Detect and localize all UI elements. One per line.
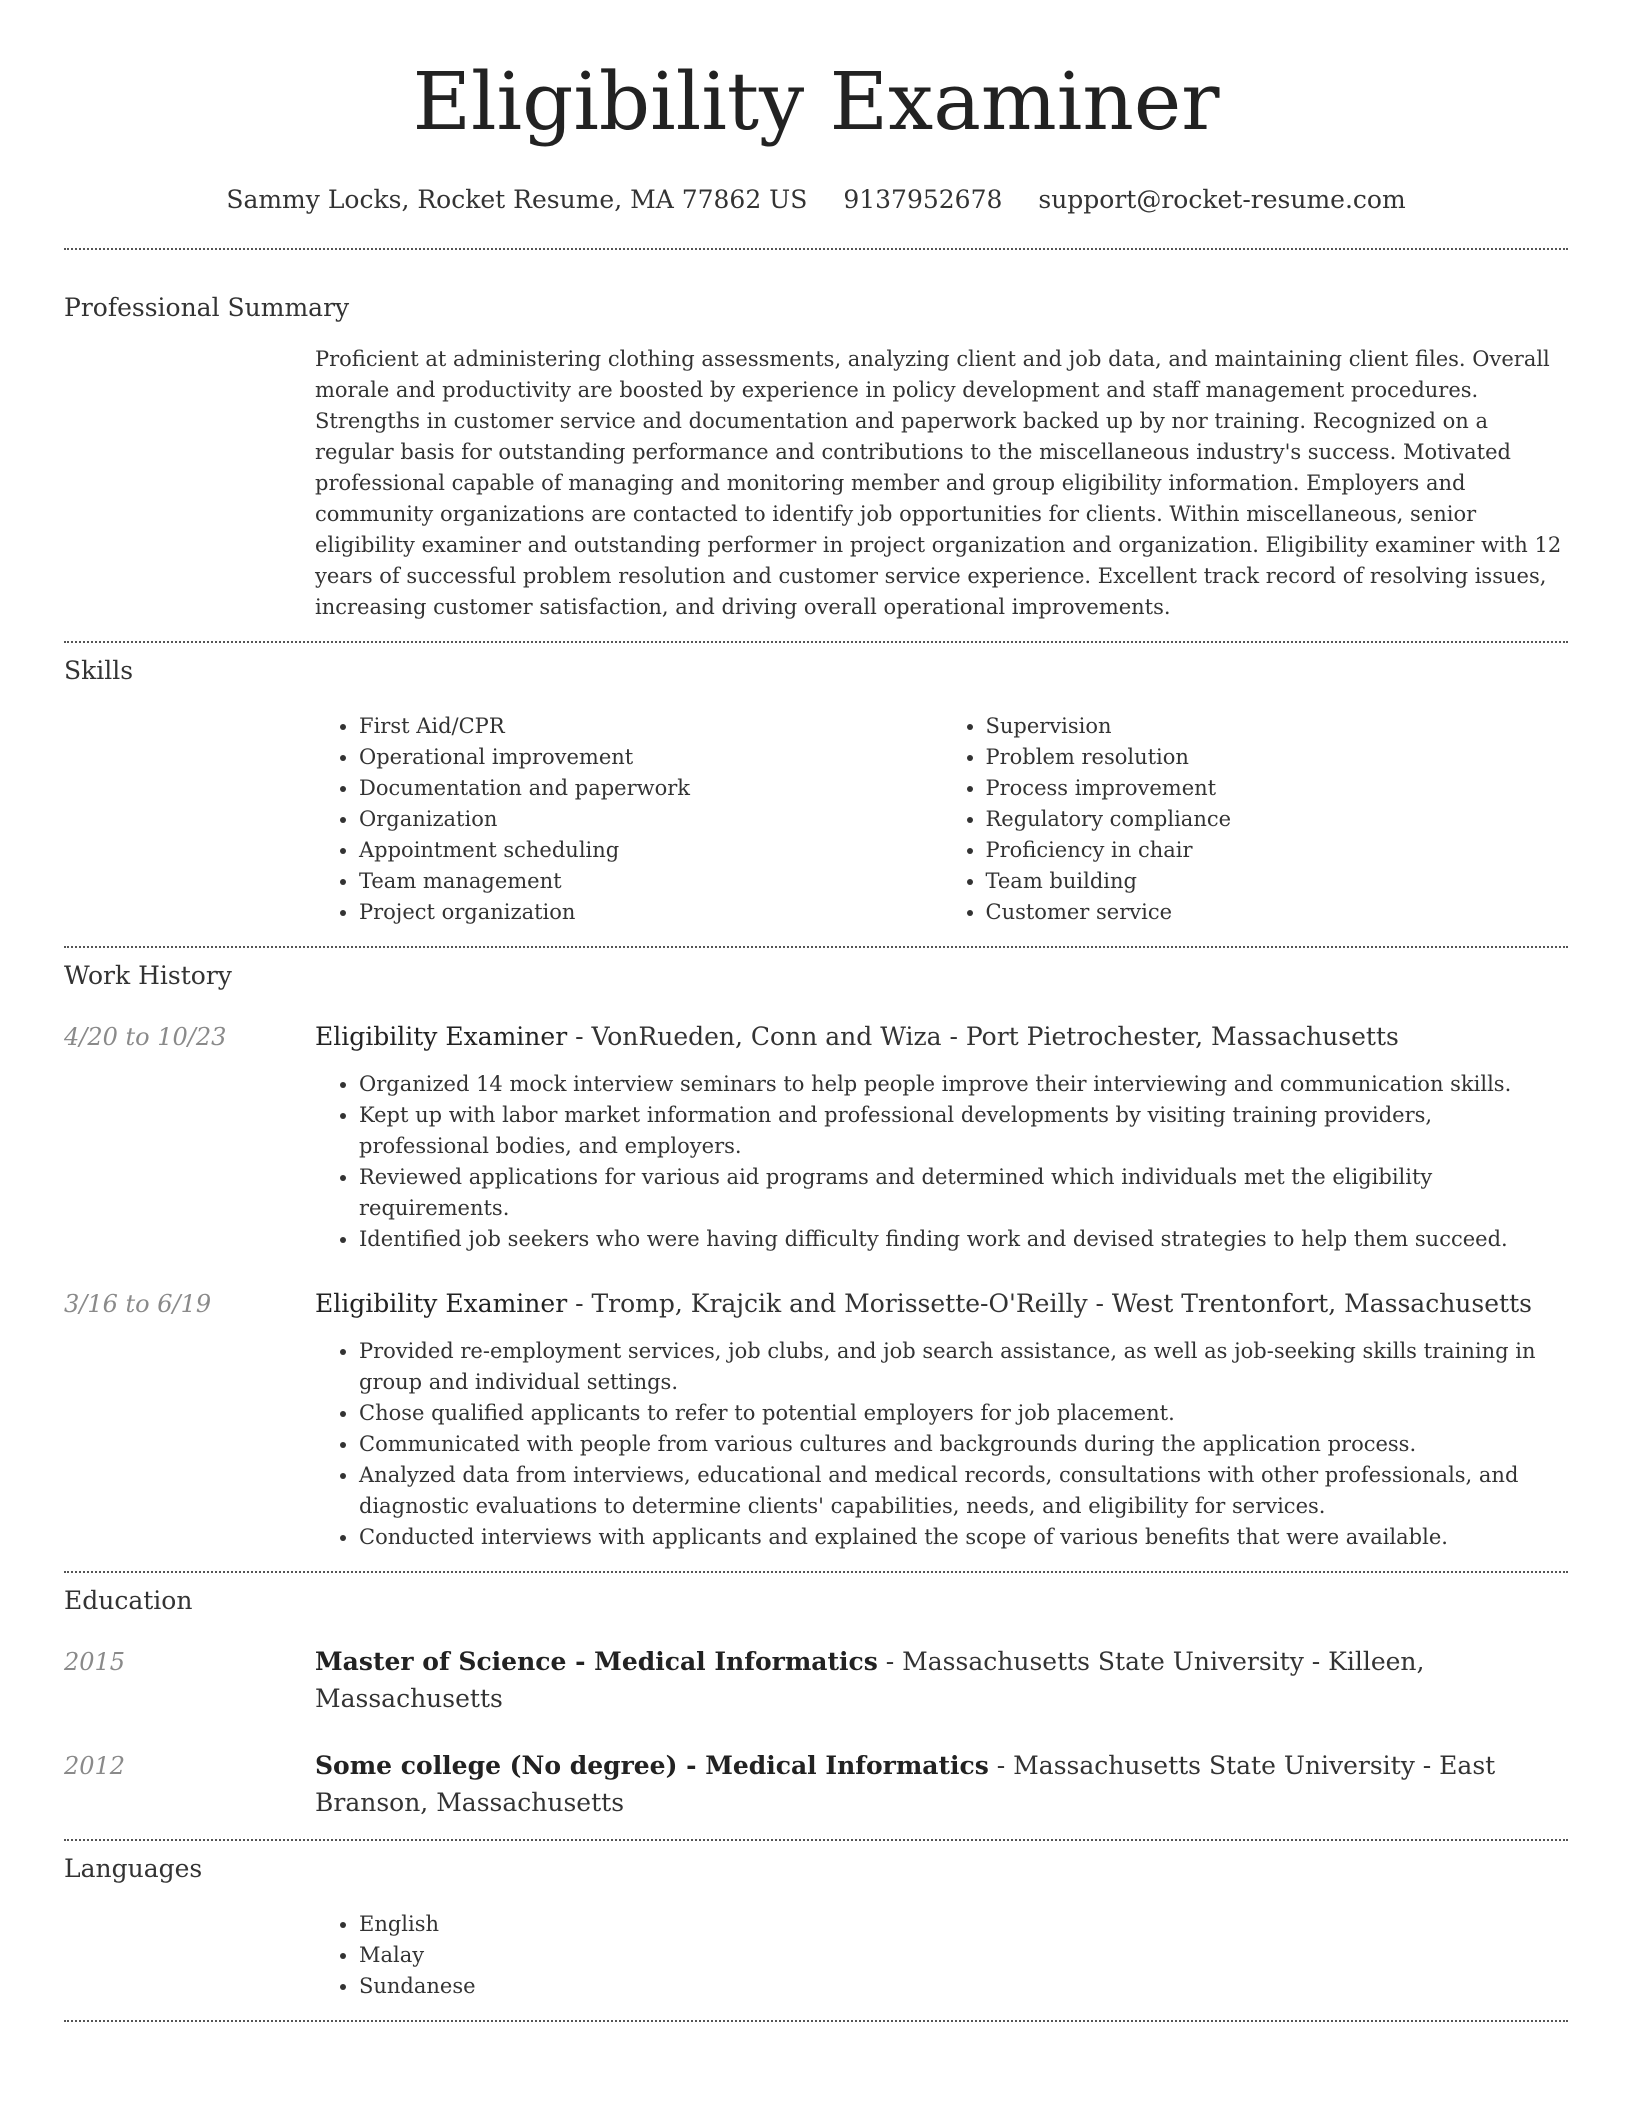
skill-item: • Regulatory compliance: [986, 804, 1569, 835]
summary-section: [64, 250, 1568, 641]
skill-item: • Customer service: [986, 897, 1569, 928]
skill-item: • Process improvement: [986, 773, 1569, 804]
education-school: - Massachusetts State University - East Branson, Massachusetts: [315, 1751, 1496, 1817]
skill-item: • Appointment scheduling: [359, 835, 942, 866]
skill-item: • Organization: [359, 804, 942, 835]
language-item: • Sundanese: [359, 1971, 1568, 2002]
language-item: • Malay: [359, 1940, 1568, 1971]
education-degree: Some college (No degree) - Medical Informatics: [315, 1751, 989, 1780]
education-degree: Master of Science - Medical Informatics: [315, 1647, 878, 1676]
work-bullet: • Identified job seekers who were having difficulty finding work and devised strategies to help them succeed.: [359, 1224, 1568, 1255]
work-entry: [64, 1285, 1568, 1553]
work-history-section: [64, 948, 1568, 1571]
education-school: - Massachusetts State University - Killeen, Massachusetts: [315, 1647, 1425, 1713]
section-title-work: Work History: [64, 961, 232, 990]
work-bullet: • Conducted interviews with applicants and explained the scope of various benefits that were available.: [359, 1522, 1568, 1553]
resume-title: Eligibility Examiner: [412, 55, 1220, 148]
education-title: [315, 1643, 1568, 1717]
work-role: Eligibility Examiner: [315, 1289, 568, 1318]
work-employer: - Tromp, Krajcik and Morissette-O'Reilly - West Trentonfort, Massachusetts: [567, 1289, 1532, 1318]
skill-item: • Problem resolution: [986, 742, 1569, 773]
skill-item: • Operational improvement: [359, 742, 942, 773]
work-bullets: [315, 1069, 1568, 1255]
section-title-summary: Professional Summary: [64, 293, 350, 322]
education-entry: [64, 1747, 1568, 1821]
section-title-skills: Skills: [64, 656, 134, 685]
skill-item: • Team management: [359, 866, 942, 897]
resume-header: [64, 0, 1568, 216]
education-title: [315, 1747, 1568, 1821]
section-title-languages: Languages: [64, 1854, 203, 1883]
contact-address: Sammy Locks, Rocket Resume, MA 77862 US: [226, 185, 808, 214]
education-entry: [64, 1643, 1568, 1717]
section-title-education: Education: [64, 1586, 193, 1615]
work-dates: 3/16 to 6/19: [64, 1290, 212, 1318]
skill-item: • Proficiency in chair: [986, 835, 1569, 866]
contact-phone: 9137952678: [843, 185, 1003, 214]
work-bullet: • Organized 14 mock interview seminars to help people improve their interviewing and communication skills.: [359, 1069, 1568, 1100]
language-item: • English: [359, 1909, 1568, 1940]
work-bullet: • Chose qualified applicants to refer to potential employers for job placement.: [359, 1398, 1568, 1429]
work-bullet: • Provided re-employment services, job clubs, and job search assistance, as well as job-seeking skills training in group and individual settings.: [359, 1336, 1568, 1398]
work-bullets: [315, 1336, 1568, 1553]
skills-list-left: [315, 711, 942, 928]
work-title: [315, 1018, 1568, 1055]
education-year: 2015: [64, 1648, 126, 1676]
skills-columns: [315, 711, 1568, 928]
skill-item: • Project organization: [359, 897, 942, 928]
work-bullet: • Analyzed data from interviews, educational and medical records, consultations with other professionals, and diagnostic evaluations to determine clients' capabilities, needs, and eligibility for services.: [359, 1460, 1568, 1522]
work-employer: - VonRueden, Conn and Wiza - Port Pietrochester, Massachusetts: [567, 1022, 1399, 1051]
education-section: [64, 1573, 1568, 1839]
work-role: Eligibility Examiner: [315, 1022, 568, 1051]
contact-email: support@rocket-resume.com: [1038, 185, 1406, 214]
skill-item: • Documentation and paperwork: [359, 773, 942, 804]
skills-list-right: [942, 711, 1569, 928]
work-bullet: • Reviewed applications for various aid programs and determined which individuals met the eligibility requirements.: [359, 1162, 1568, 1224]
skill-item: • Supervision: [986, 711, 1569, 742]
skill-item: • First Aid/CPR: [359, 711, 942, 742]
languages-list: [315, 1909, 1568, 2002]
work-bullet: • Communicated with people from various cultures and backgrounds during the application process.: [359, 1429, 1568, 1460]
skills-section: [64, 643, 1568, 946]
work-title: [315, 1285, 1568, 1322]
contact-line: [64, 184, 1568, 216]
work-entry: [64, 1018, 1568, 1255]
work-dates: 4/20 to 10/23: [64, 1023, 227, 1051]
languages-section: [64, 1841, 1568, 2020]
skill-item: • Team building: [986, 866, 1569, 897]
work-bullet: • Kept up with labor market information and professional developments by visiting training providers, professional bodies, and employers.: [359, 1100, 1568, 1162]
education-year: 2012: [64, 1752, 126, 1780]
summary-text: Proficient at administering clothing assessments, analyzing client and job data, and maintaining client files. Overall morale and productivity are boosted by experience in policy development and staff management procedures. Strengths in customer service and documentation and paperwork backed up by nor training. Recognized on a regular basis for outstanding performance and contributions to the miscellaneous industry's success. Motivated professional capable of managing and monitoring member and group eligibility information. Employers and community organizations are contacted to identify job opportunities for clients. Within miscellaneous, senior eligibility examiner and outstanding performer in project organization and organization. Eligibility examiner with 12 years of successful problem resolution and customer service experience. Excellent track record of resolving issues, increasing customer satisfaction, and driving overall operational improvements.: [315, 347, 1562, 619]
section-divider: [64, 2020, 1568, 2022]
